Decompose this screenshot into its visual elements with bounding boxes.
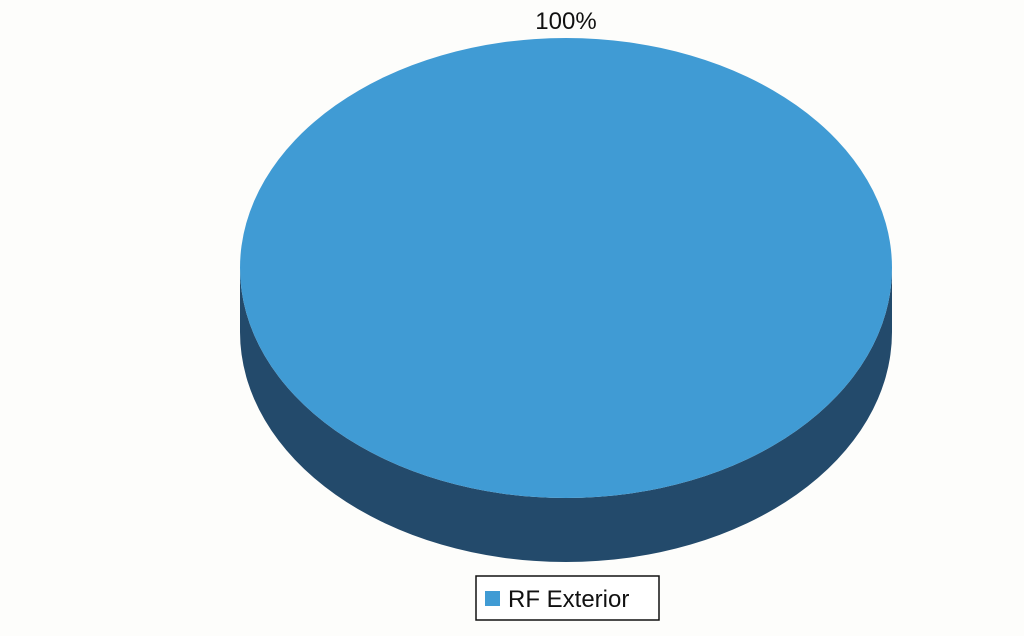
legend: [476, 576, 659, 620]
pie-slice-rf-exterior[interactable]: [240, 38, 892, 498]
legend-label-rf-exterior: RF Exterior: [508, 586, 630, 613]
legend-swatch-rf-exterior: [485, 591, 500, 606]
data-label-rf-exterior: 100%: [535, 8, 597, 35]
